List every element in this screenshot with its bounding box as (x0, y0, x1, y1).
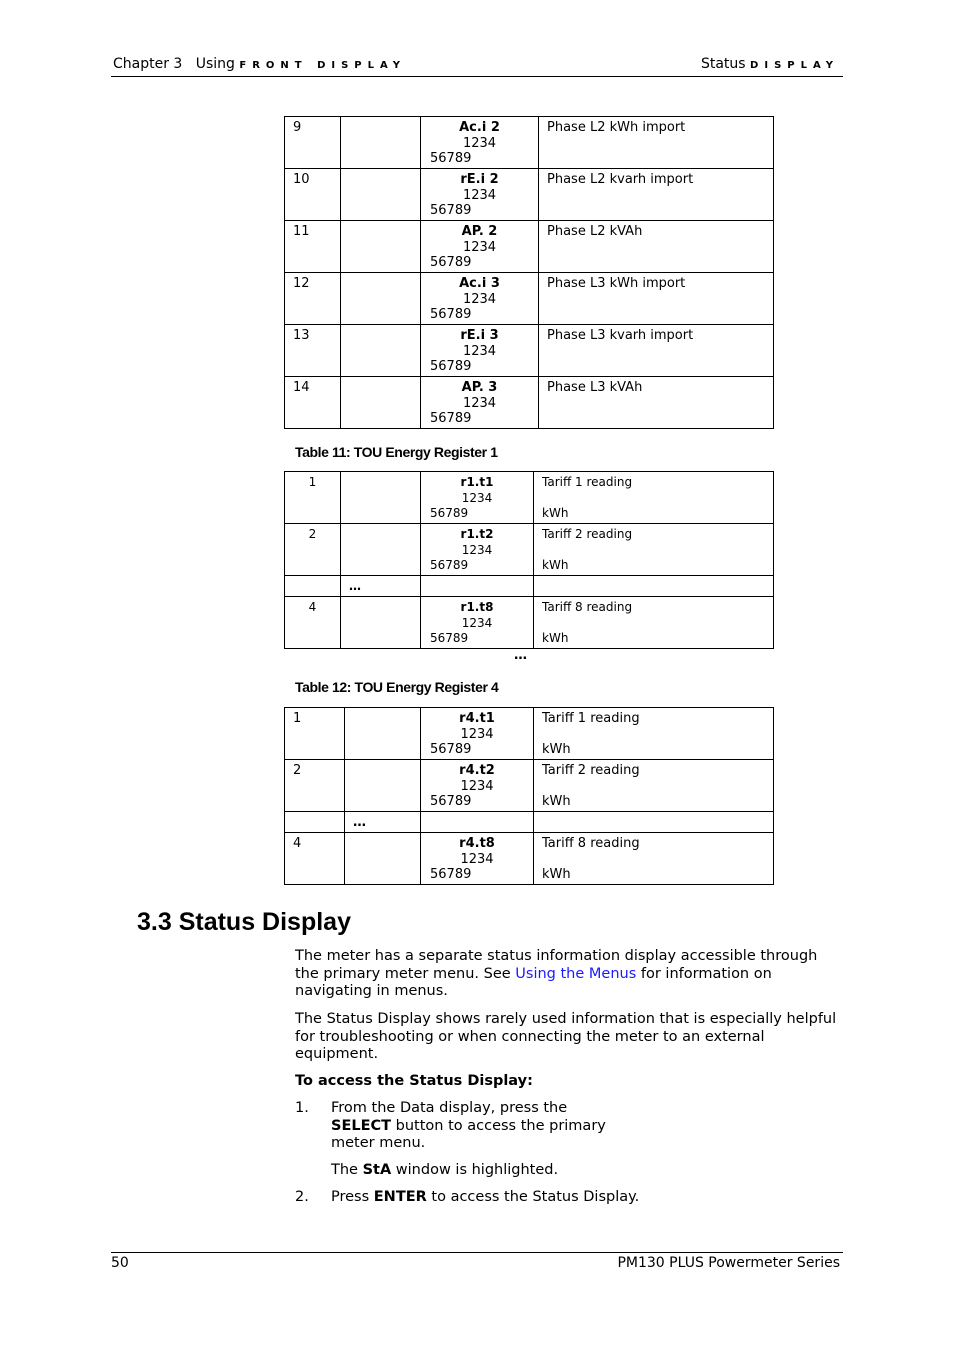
table-row (285, 273, 774, 325)
description: Phase L2 kvarh import (539, 169, 774, 221)
row-number: 14 (285, 377, 341, 429)
display-cell (421, 760, 534, 812)
paragraph-status-description: The Status Display shows rarely used information that is especially helpful for troubleshooting or when connecting the meter to an external equipment. (295, 1011, 837, 1062)
note-text-a: The (331, 1162, 363, 1178)
empty-cell (534, 812, 774, 833)
display-value: 56789 (430, 359, 472, 374)
description: Tariff 2 reading (542, 763, 640, 778)
unit: kWh (542, 867, 571, 882)
enter-button-label: ENTER (373, 1189, 427, 1205)
intro-text: The meter has a separate status information display accessible through the primary meter menu. See (295, 948, 818, 982)
register-code: r1.t2 (460, 527, 494, 541)
header-left (113, 56, 406, 72)
display-value: 1234 (462, 291, 497, 307)
empty-cell (341, 221, 421, 273)
description: Tariff 8 reading (542, 836, 640, 851)
procedure-title: To access the Status Display: (295, 1073, 533, 1089)
description-cell (534, 708, 774, 760)
display-cell (421, 377, 539, 429)
display-cell (421, 472, 534, 524)
tou-register-4-table (284, 707, 774, 885)
table-12-caption: Table 12: TOU Energy Register 4 (295, 679, 499, 695)
display-value: 1234 (461, 615, 493, 630)
intro-text-end: for information on navigating in menus. (295, 965, 772, 999)
table-row (285, 377, 774, 429)
display-value: 1234 (462, 239, 497, 255)
register-code: r4.t8 (459, 836, 495, 851)
display-value: 56789 (430, 203, 472, 218)
register-code: r4.t2 (459, 763, 495, 778)
note-text-b: window is highlighted. (391, 1162, 559, 1178)
display-value: 1234 (462, 395, 497, 411)
unit: kWh (542, 794, 571, 809)
table-row (285, 169, 774, 221)
table-row (285, 576, 774, 597)
display-value: 56789 (430, 742, 472, 757)
table-11-caption: Table 11: TOU Energy Register 1 (295, 444, 498, 460)
display-cell (421, 117, 539, 169)
table-row (285, 472, 774, 524)
display-value: 56789 (430, 506, 469, 520)
display-value: 56789 (430, 307, 472, 322)
unit: kWh (542, 506, 569, 520)
empty-cell (341, 472, 421, 524)
product-name: PM130 PLUS Powermeter Series (617, 1255, 840, 1271)
paragraph-intro (295, 948, 825, 1001)
display-value: 56789 (430, 255, 472, 270)
step-1-text-b: button to access the primary meter menu. (331, 1117, 606, 1151)
row-number: 2 (285, 760, 345, 812)
display-value: 1234 (462, 187, 497, 203)
row-number: 4 (285, 597, 341, 649)
row-number: 1 (285, 708, 345, 760)
display-cell (421, 273, 539, 325)
register-code: AP. 3 (461, 380, 498, 395)
row-number: 13 (285, 325, 341, 377)
header-status: Status (700, 56, 746, 72)
register-code: r1.t1 (460, 475, 494, 489)
step-1-text (331, 1100, 621, 1153)
description-cell (534, 472, 774, 524)
step-1-note (331, 1162, 558, 1180)
display-cell (421, 325, 539, 377)
section-heading: 3.3 Status Display (137, 908, 351, 936)
row-number: 11 (285, 221, 341, 273)
row-number: 2 (285, 524, 341, 576)
sta-window-label: StA (362, 1162, 392, 1178)
description: Tariff 1 reading (542, 475, 633, 489)
display-cell (421, 833, 534, 885)
row-number: 12 (285, 273, 341, 325)
empty-cell (341, 524, 421, 576)
display-value: 1234 (462, 135, 497, 151)
table-row (285, 221, 774, 273)
empty-cell (341, 273, 421, 325)
description-cell (534, 833, 774, 885)
description: Tariff 2 reading (542, 527, 633, 541)
page-footer (111, 1252, 843, 1273)
empty-cell (341, 377, 421, 429)
display-cell (421, 221, 539, 273)
row-number: 4 (285, 833, 345, 885)
display-value: 1234 (461, 490, 493, 505)
empty-cell (341, 117, 421, 169)
table-row (285, 760, 774, 812)
description-cell (534, 597, 774, 649)
description: Phase L3 kvarh import (539, 325, 774, 377)
display-cell (421, 169, 539, 221)
register-code: AP. 2 (461, 224, 498, 239)
row-number: 1 (285, 472, 341, 524)
display-cell (421, 524, 534, 576)
display-cell (421, 597, 534, 649)
description: Phase L2 kVAh (539, 221, 774, 273)
between-tables-ellipsis: … (514, 648, 527, 663)
step-2-text-b: to access the Status Display. (426, 1189, 640, 1205)
header-display: DISPLAY (750, 60, 839, 71)
row-number: 9 (285, 117, 341, 169)
display-value: 1234 (460, 726, 494, 742)
display-cell (421, 708, 534, 760)
display-value: 56789 (430, 867, 472, 882)
empty-cell (345, 708, 421, 760)
description: Phase L3 kVAh (539, 377, 774, 429)
table-row (285, 597, 774, 649)
display-value: 56789 (430, 411, 472, 426)
using-the-menus-link[interactable]: Using the Menus (515, 965, 641, 982)
display-value: 1234 (461, 542, 493, 557)
table-row (285, 833, 774, 885)
display-value: 1234 (462, 343, 497, 359)
description: Phase L3 kWh import (539, 273, 774, 325)
display-value: 1234 (460, 851, 494, 867)
register-code: rE.i 2 (460, 172, 499, 187)
display-value: 56789 (430, 151, 472, 166)
description-cell (534, 524, 774, 576)
empty-cell (345, 833, 421, 885)
unit: kWh (542, 742, 571, 757)
tou-register-1-table (284, 471, 774, 649)
step-2-text (331, 1189, 639, 1207)
register-code: r4.t1 (459, 711, 495, 726)
ellipsis: … (345, 812, 421, 833)
table-row (285, 325, 774, 377)
description: Tariff 1 reading (542, 711, 640, 726)
register-code: r1.t8 (460, 600, 494, 614)
empty-cell (341, 325, 421, 377)
header-using: Using (195, 56, 235, 72)
description-cell (534, 760, 774, 812)
table-row (285, 708, 774, 760)
ellipsis: … (341, 576, 421, 597)
header-chapter: Chapter 3 (113, 56, 183, 72)
unit: kWh (542, 558, 569, 572)
empty-cell (341, 597, 421, 649)
empty-cell (421, 812, 534, 833)
display-value: 56789 (430, 631, 469, 645)
register-code: rE.i 3 (460, 328, 499, 343)
step-1-text-a: From the Data display, press the (331, 1100, 568, 1116)
display-value: 56789 (430, 558, 469, 572)
empty-cell (341, 169, 421, 221)
page-header (111, 54, 843, 77)
empty-cell (285, 576, 341, 597)
unit: kWh (542, 631, 569, 645)
step-1-number: 1. (295, 1100, 309, 1116)
empty-cell (534, 576, 774, 597)
select-button-label: SELECT (331, 1117, 392, 1134)
description: Tariff 8 reading (542, 600, 633, 614)
register-code: Ac.i 3 (459, 276, 500, 291)
table-row (285, 524, 774, 576)
header-right (701, 56, 839, 72)
register-code: Ac.i 2 (459, 120, 500, 135)
display-value: 56789 (430, 794, 472, 809)
phase-energy-table (284, 116, 774, 429)
empty-cell (421, 576, 534, 597)
step-2-number: 2. (295, 1189, 309, 1205)
display-value: 1234 (460, 778, 494, 794)
table-row (285, 812, 774, 833)
table-row (285, 117, 774, 169)
page-number: 50 (111, 1255, 129, 1271)
header-front-display: FRONT DISPLAY (239, 60, 407, 71)
description: Phase L2 kWh import (539, 117, 774, 169)
row-number: 10 (285, 169, 341, 221)
empty-cell (285, 812, 345, 833)
empty-cell (345, 760, 421, 812)
step-2-text-a: Press (331, 1189, 374, 1205)
